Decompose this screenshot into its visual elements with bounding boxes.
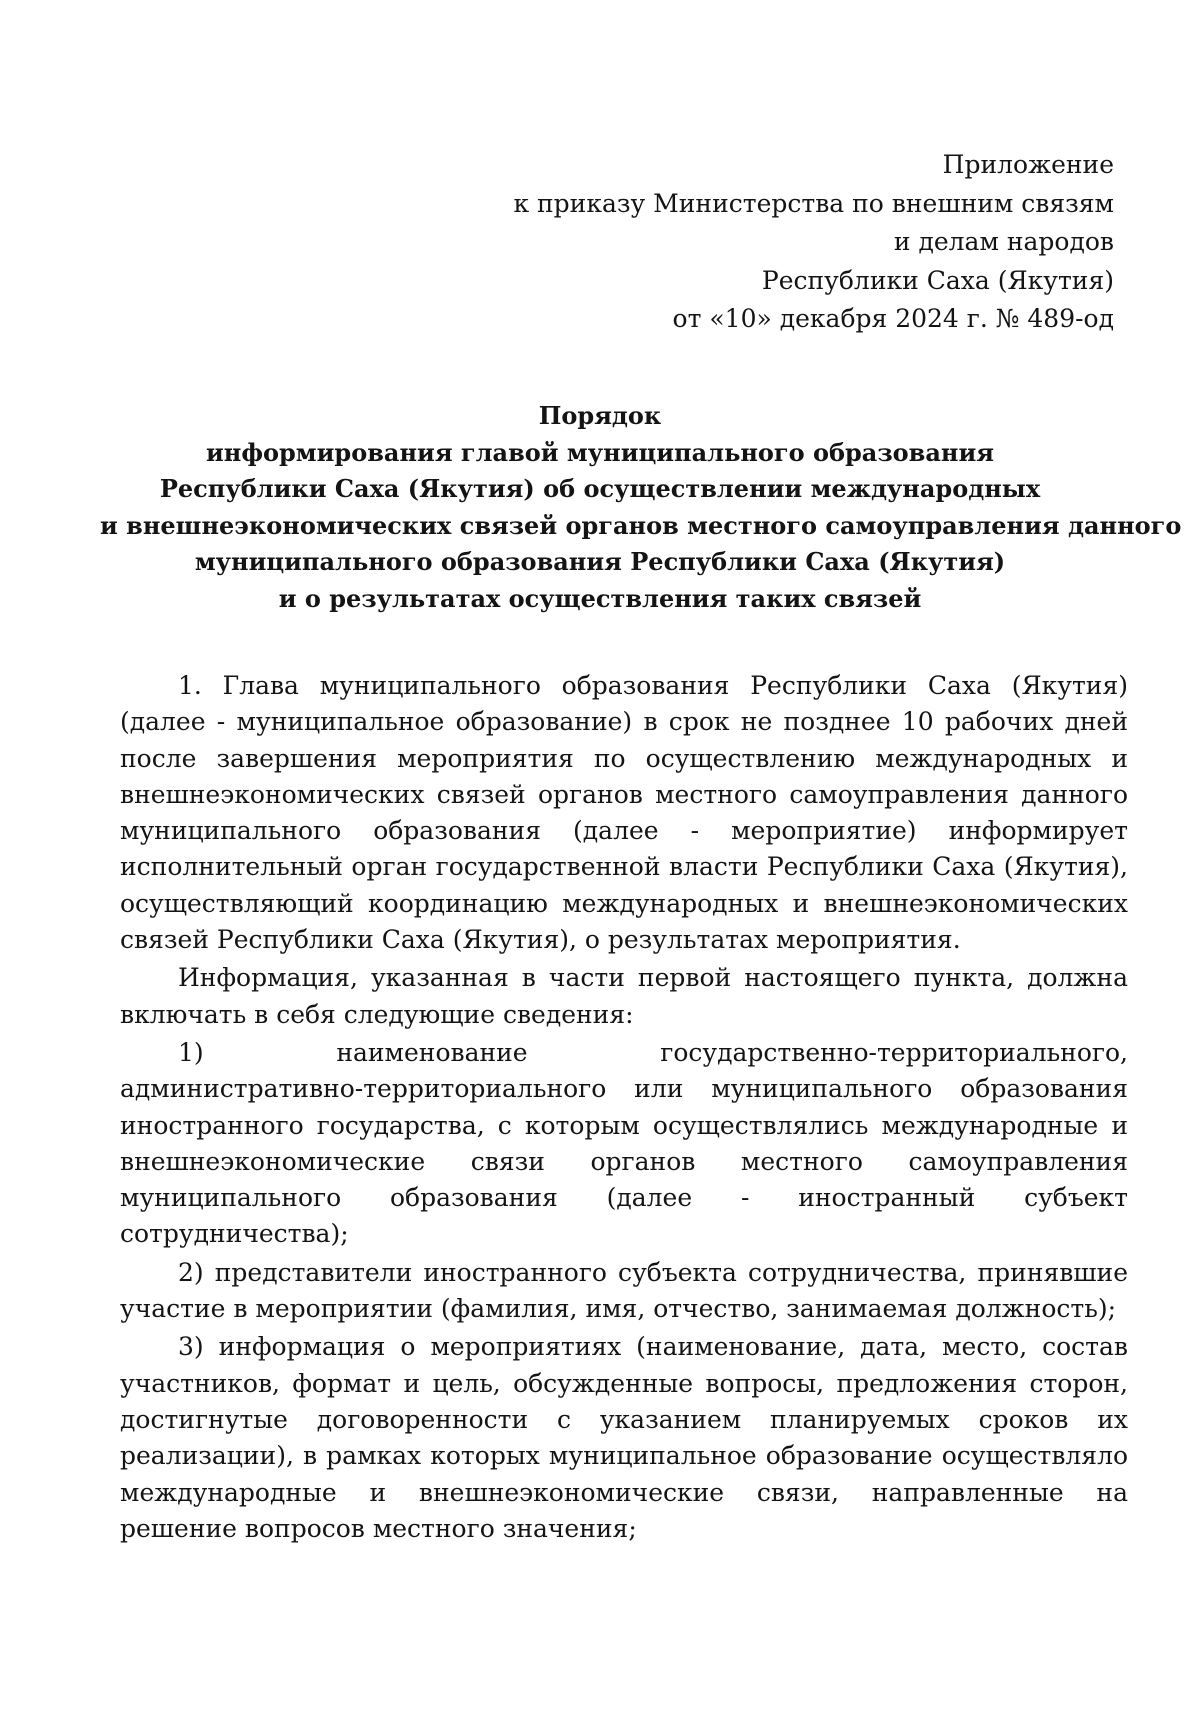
document-body [120, 668, 1128, 1549]
appendix-block [474, 146, 1114, 339]
list-item-2: 2) представители иностранного субъекта сотрудничества, принявшие участие в мероприятии (фамилия, имя, отчество, занимаемая должность); [120, 1257, 1128, 1324]
paragraph-1: 1. Глава муниципального образования Республики Саха (Якутия) (далее - муниципальное образование) в срок не позднее 10 рабочих дней после завершения мероприятия по осуществлению международных и внешнеэкономических связей органов местного самоуправления данного муниципального образования (далее - мероприятие) информирует исполнительный орган государственной власти Республики Саха (Якутия), осуществляющий координацию международных и внешнеэкономических связей Республики Саха (Якутия), о результатах мероприятия. [120, 671, 1128, 955]
appendix-republic: Республики Саха (Якутия) [761, 265, 1114, 295]
title-line-1: Порядок [538, 401, 662, 430]
appendix-label: Приложение [942, 150, 1114, 179]
title-line-2: информирования главой муниципального образования [205, 437, 994, 467]
appendix-order-ref: к приказу Министерства по внешним связям [513, 188, 1114, 218]
title-line-3: Республики Саха (Якутия) об осуществлении международных [159, 474, 1041, 503]
title-line-4: и внешнеэкономических связей органов местного самоуправления данного [100, 510, 1182, 540]
paragraph-info-intro: Информация, указанная в части первой настоящего пункта, должна включать в себя следующие сведения: [120, 963, 1128, 1029]
title-line-5: муниципального образования Республики Саха (Якутия) [194, 547, 1006, 576]
appendix-order-ref-cont: и делам народов [893, 227, 1114, 256]
list-item-1: 1) наименование государственно-территориального, административно-территориального или муниципального образования иностранного государства, с которым осуществлялись международные и внешнеэкономические связи органов местного самоуправления муниципального образования (далее - иностранный субъект сотрудничества); [120, 1037, 1128, 1249]
list-item-3: 3) информация о мероприятиях (наименование, дата, место, состав участников, формат и цель, обсужденные вопросы, предложения сторон, достигнутые договоренности с указанием планируемых сроков их реализации), в рамках которых муниципальное образование осуществляло международные и внешнеэкономические связи, направленные на решение вопросов местного значения; [120, 1332, 1128, 1543]
document-title [100, 398, 1182, 617]
title-line-6: и о результатах осуществления таких связей [278, 583, 922, 613]
appendix-date-number: от «10» декабря 2024 г. № 489-од [672, 304, 1114, 333]
